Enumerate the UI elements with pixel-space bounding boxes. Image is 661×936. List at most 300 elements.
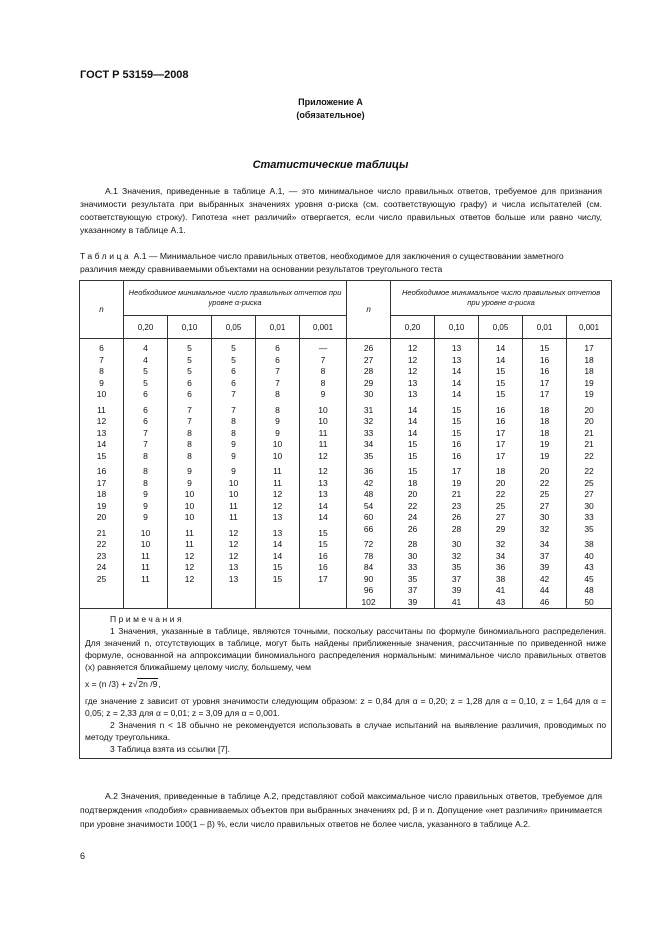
- right-cell: 16: [539, 366, 550, 376]
- alpha-header-left: 0,01: [256, 316, 300, 339]
- right-cell: 90: [363, 573, 374, 584]
- right-cell: 30: [451, 539, 462, 549]
- right-cell: 15: [451, 404, 462, 415]
- right-cell: 34: [363, 439, 374, 449]
- right-cell: 16: [495, 404, 506, 415]
- right-cell: 33: [407, 562, 418, 572]
- section-title: Статистические таблицы: [252, 159, 409, 171]
- left-cell: 7: [187, 404, 192, 415]
- right-cell: 14: [495, 354, 506, 365]
- note-3: 3 Таблица взята из ссылки [7].: [110, 744, 230, 754]
- left-cell: 10: [184, 512, 195, 522]
- appendix-status: (обязательное): [296, 110, 365, 120]
- right-cell: 17: [495, 427, 506, 438]
- left-cell: 10: [140, 527, 151, 538]
- table-caption-text: А.1 — Минимальное число правильных ответов, необходимое для заключения о существовании заметного различия между сравниваемыми объектами на основании результатов треугольного теста: [80, 251, 564, 274]
- left-cell: 9: [99, 377, 104, 388]
- right-cell: 32: [539, 523, 550, 534]
- left-column-3: [212, 339, 256, 609]
- right-cell: 12: [407, 354, 418, 365]
- left-cell: 5: [187, 354, 192, 365]
- left-cell: 6: [187, 389, 192, 399]
- right-cell: 22: [584, 450, 594, 461]
- right-cell: 39: [451, 585, 462, 595]
- table-caption: [80, 250, 602, 276]
- right-cell: 19: [539, 439, 550, 449]
- left-cell: 16: [318, 550, 328, 561]
- left-column-1: [124, 339, 168, 609]
- left-cell: 7: [320, 354, 326, 365]
- left-cell: 13: [96, 427, 107, 438]
- right-cell: 21: [584, 427, 594, 438]
- page-number: 6: [80, 851, 86, 861]
- left-cell: —: [318, 343, 328, 353]
- right-cell: 84: [363, 562, 374, 572]
- left-cell: 7: [231, 389, 236, 399]
- right-column-2: [435, 339, 479, 609]
- right-column-1: [391, 339, 435, 609]
- right-cell: 19: [451, 477, 462, 488]
- right-cell: 33: [584, 512, 594, 522]
- formula-radicand: 2n /9: [138, 679, 158, 689]
- right-cell: 41: [451, 596, 462, 607]
- left-cell: 15: [96, 450, 107, 461]
- n-header-left: n: [80, 281, 124, 339]
- left-cell: 7: [231, 404, 236, 415]
- right-cell: 14: [451, 389, 462, 399]
- left-cell: 7: [275, 377, 280, 388]
- left-cell: 8: [275, 404, 280, 415]
- left-cell: 14: [272, 550, 283, 561]
- table-caption-label: Таблица: [80, 251, 132, 261]
- left-cell: 11: [141, 573, 150, 584]
- right-cell: 43: [584, 562, 594, 572]
- left-cell: 17: [318, 573, 328, 584]
- formula: x = (n /3) + z√2n /9,: [85, 679, 161, 689]
- right-cell: 17: [495, 439, 506, 449]
- left-cell: 9: [320, 389, 326, 399]
- right-cell: 22: [584, 466, 594, 476]
- right-cell: 39: [407, 596, 418, 607]
- right-cell: 21: [451, 489, 462, 499]
- left-cell: 14: [318, 512, 328, 522]
- left-cell: 11: [273, 477, 282, 488]
- left-cell: 14: [318, 500, 328, 511]
- left-cell: 8: [143, 450, 148, 461]
- left-cell: 17: [96, 477, 107, 488]
- alpha-header-right: 0,01: [523, 316, 567, 339]
- left-cell: 9: [143, 512, 148, 522]
- left-cell: 22: [96, 539, 107, 549]
- left-cell: 20: [96, 512, 107, 522]
- right-cell: 25: [495, 500, 506, 511]
- right-cell: 18: [539, 427, 550, 438]
- alpha-header-left: 0,001: [300, 316, 347, 339]
- left-cell: 6: [275, 354, 280, 365]
- right-cell: 30: [407, 550, 418, 561]
- notes-heading: Примечания: [110, 614, 185, 624]
- right-cell: 33: [363, 427, 374, 438]
- right-cell: 14: [495, 343, 506, 353]
- formula-left: x = (n /3) + z: [85, 679, 133, 689]
- left-cell: 12: [228, 539, 239, 549]
- left-cell: 11: [141, 562, 150, 572]
- left-cell: 9: [231, 466, 236, 476]
- right-cell: 15: [495, 389, 506, 399]
- right-cell: 18: [584, 366, 594, 376]
- right-cell: 15: [539, 343, 550, 353]
- right-cell: 20: [407, 489, 418, 499]
- left-cell: 5: [187, 343, 192, 353]
- left-cell: 8: [320, 366, 326, 376]
- right-cell: 25: [539, 489, 550, 499]
- left-cell: 10: [96, 389, 107, 399]
- right-cell: 54: [363, 500, 374, 511]
- left-cell: 11: [229, 500, 238, 511]
- right-cell: 60: [363, 512, 374, 522]
- right-cell: 17: [451, 466, 462, 476]
- right-cell: 46: [539, 596, 550, 607]
- left-cell: 10: [140, 539, 151, 549]
- right-cell: 16: [451, 439, 462, 449]
- left-cell: 8: [99, 366, 104, 376]
- left-cell: 7: [99, 354, 104, 365]
- right-cell: 37: [539, 550, 550, 561]
- left-cell: 9: [231, 450, 236, 461]
- left-cell: 5: [143, 377, 148, 388]
- intro-paragraph: [80, 185, 602, 237]
- right-cell: 13: [451, 354, 462, 365]
- left-cell: 6: [143, 404, 148, 415]
- right-cell: 16: [451, 450, 462, 461]
- left-cell: 12: [184, 573, 195, 584]
- left-cell: 9: [143, 500, 148, 511]
- right-cell: 50: [584, 596, 594, 607]
- left-cell: 10: [318, 416, 328, 426]
- left-cell: 11: [97, 404, 106, 415]
- left-cell: 10: [184, 489, 195, 499]
- right-cell: 15: [495, 377, 506, 388]
- left-cell: 15: [272, 562, 283, 572]
- alpha-group-header-right: Необходимое минимальное число правильных отчетов при уровне α-риска: [391, 281, 612, 316]
- right-cell: 15: [451, 416, 462, 426]
- right-cell: 26: [407, 523, 418, 534]
- left-cell: 6: [99, 343, 104, 353]
- left-cell: 12: [184, 550, 195, 561]
- note-2: 2 Значения n < 18 обычно не рекомендуется использовать в случае испытаний на выявление различия, проводимых по методу треугольника.: [85, 720, 607, 742]
- right-cell: 18: [495, 466, 506, 476]
- right-cell: 19: [539, 450, 550, 461]
- alpha-header-left: 0,10: [168, 316, 212, 339]
- right-column-4: [523, 339, 567, 609]
- right-cell: 38: [584, 539, 594, 549]
- left-cell: 5: [231, 343, 236, 353]
- left-cell: 5: [143, 366, 148, 376]
- right-cell: 30: [584, 500, 594, 511]
- right-column-0: [347, 339, 391, 609]
- right-cell: 12: [407, 366, 418, 376]
- document-header: ГОСТ Р 53159—2008: [80, 69, 189, 81]
- left-cell: 10: [184, 500, 195, 511]
- paragraph-a2-text: А.2 Значения, приведенные в таблице А.2, представляют собой максимальное число правильных ответов, требуемое для подтверждения «подобия» сравниваемых объектов при выбранных значениях pd, β и n. Допущение «нет различия» принимается при уровне значимости 100(1 – β) %, если число правильных ответов не более числа, указанного в таблице А.2.: [80, 791, 602, 829]
- right-cell: 42: [363, 477, 374, 488]
- left-cell: 9: [275, 416, 280, 426]
- right-cell: 32: [363, 416, 374, 426]
- left-cell: 7: [143, 427, 148, 438]
- right-cell: 28: [451, 523, 462, 534]
- right-cell: 30: [539, 512, 550, 522]
- right-cell: 12: [407, 343, 418, 353]
- left-cell: 15: [318, 527, 328, 538]
- right-cell: 13: [451, 343, 462, 353]
- right-cell: 14: [407, 427, 418, 438]
- left-cell: 23: [96, 550, 107, 561]
- right-cell: 17: [584, 343, 594, 353]
- left-cell: 14: [96, 439, 107, 449]
- left-cell: 10: [272, 439, 283, 449]
- right-cell: 35: [584, 523, 594, 534]
- left-cell: 24: [96, 562, 107, 572]
- right-cell: 27: [363, 354, 374, 365]
- left-cell: 15: [272, 573, 283, 584]
- left-cell: 9: [143, 489, 148, 499]
- left-cell: 8: [187, 439, 192, 449]
- alpha-header-right: 0,001: [567, 316, 612, 339]
- right-cell: 37: [407, 585, 418, 595]
- right-cell: 26: [451, 512, 462, 522]
- note-1: 1 Значения, указанные в таблице, являются точными, поскольку рассчитаны по формуле биномиального распределения. Для значений n, отсутствующих в таблице, могут быть найдены приближенные значения, рассчитанные по приведенной ниже формуле, основанной на аппроксимации биномиального распределения нормальным: минимальное число правильных ответов (x) равняется ближайшему целому числу, большему, чем: [85, 626, 607, 672]
- right-cell: 48: [363, 489, 374, 499]
- right-cell: 15: [407, 439, 418, 449]
- left-cell: 8: [231, 427, 236, 438]
- right-cell: 16: [495, 416, 506, 426]
- left-cell: 10: [318, 404, 328, 415]
- left-cell: 11: [141, 550, 150, 561]
- alpha-header-right: 0,05: [479, 316, 523, 339]
- left-cell: 13: [228, 562, 239, 572]
- right-cell: 36: [495, 562, 506, 572]
- left-cell: 10: [272, 450, 283, 461]
- right-cell: 41: [495, 585, 506, 595]
- right-cell: 34: [495, 550, 506, 561]
- right-cell: 42: [539, 573, 550, 584]
- left-cell: 8: [275, 389, 280, 399]
- left-cell: 13: [318, 489, 328, 499]
- right-cell: 15: [495, 366, 506, 376]
- right-cell: 28: [407, 539, 418, 549]
- right-column-3: [479, 339, 523, 609]
- left-cell: 4: [143, 354, 148, 365]
- right-cell: 96: [363, 585, 374, 595]
- right-cell: 19: [584, 377, 594, 388]
- right-cell: 35: [451, 562, 462, 572]
- note-1-continuation: где значение z зависит от уровня значимости следующим образом: z = 0,84 для α = 0,20; z = 1,28 для α = 0,10, z = 1,64 для α = 0,05; z = 2,33 для α = 0,01; z = 3,09 для α = 0,001.: [85, 696, 607, 718]
- left-cell: 5: [231, 354, 236, 365]
- right-cell: 102: [361, 596, 376, 607]
- left-cell: 9: [275, 427, 280, 438]
- left-cell: 5: [187, 366, 192, 376]
- statistics-table: [79, 280, 612, 759]
- left-cell: 12: [96, 416, 107, 426]
- left-cell: 6: [231, 366, 236, 376]
- left-cell: 9: [231, 439, 236, 449]
- left-cell: 8: [320, 377, 326, 388]
- right-cell: 26: [363, 343, 374, 353]
- left-cell: 6: [143, 389, 148, 399]
- right-cell: 14: [407, 416, 418, 426]
- right-cell: 14: [407, 404, 418, 415]
- right-cell: 18: [539, 416, 550, 426]
- right-cell: 40: [584, 550, 594, 561]
- right-cell: 21: [584, 439, 594, 449]
- right-cell: 13: [407, 389, 418, 399]
- left-cell: 8: [231, 416, 236, 426]
- left-column-2: [168, 339, 212, 609]
- right-cell: 17: [495, 450, 506, 461]
- right-cell: 13: [407, 377, 418, 388]
- left-cell: 8: [187, 427, 192, 438]
- left-column-0: [80, 339, 124, 609]
- right-cell: 20: [495, 477, 506, 488]
- alpha-header-right: 0,10: [435, 316, 479, 339]
- right-cell: 27: [495, 512, 506, 522]
- right-cell: 20: [584, 416, 594, 426]
- left-cell: 10: [228, 477, 239, 488]
- right-cell: 18: [584, 354, 594, 365]
- right-cell: 78: [363, 550, 374, 561]
- right-cell: 48: [584, 585, 594, 595]
- right-cell: 25: [584, 477, 594, 488]
- left-cell: 12: [228, 550, 239, 561]
- right-cell: 30: [363, 389, 374, 399]
- right-cell: 15: [407, 450, 418, 461]
- right-cell: 22: [495, 489, 506, 499]
- left-cell: 12: [272, 489, 283, 499]
- right-cell: 29: [495, 523, 506, 534]
- right-cell: 35: [407, 573, 418, 584]
- left-cell: 12: [272, 500, 283, 511]
- right-cell: 35: [363, 450, 374, 461]
- right-cell: 20: [584, 404, 594, 415]
- left-cell: 6: [275, 343, 280, 353]
- right-cell: 18: [407, 477, 418, 488]
- right-cell: 24: [407, 512, 418, 522]
- right-cell: 17: [539, 389, 550, 399]
- formula-end: ,: [158, 679, 161, 689]
- right-cell: 34: [539, 539, 550, 549]
- left-cell: 12: [184, 562, 195, 572]
- table-data-row: [80, 339, 612, 609]
- left-cell: 6: [143, 416, 148, 426]
- n-header-right: n: [347, 281, 391, 339]
- left-cell: 7: [275, 366, 280, 376]
- right-cell: 22: [539, 477, 550, 488]
- right-cell: 29: [363, 377, 374, 388]
- left-column-4: [256, 339, 300, 609]
- left-cell: 8: [143, 466, 148, 476]
- right-cell: 14: [451, 377, 462, 388]
- left-cell: 18: [96, 489, 107, 499]
- left-cell: 9: [187, 466, 192, 476]
- left-cell: 15: [318, 539, 328, 549]
- alpha-group-header-left: Необходимое минимальное число правильных отчетов при уровне α-риска: [124, 281, 347, 316]
- right-cell: 22: [407, 500, 418, 511]
- right-cell: 15: [407, 466, 418, 476]
- left-cell: 21: [96, 527, 107, 538]
- intro-text: А.1 Значения, приведенные в таблице А.1, — это минимальное число правильных ответов, требуемое для признания значимости результата при выбранных значениях уровня α-риска (см. соответствующую графу) и числа испытателей (см. соответствующую строку). Гипотеза «нет различий» отвергается, если число правильных ответов больше или равно числу, указанному в таблице А.1.: [80, 186, 602, 235]
- left-cell: 11: [185, 527, 194, 538]
- left-cell: 11: [318, 439, 328, 449]
- left-cell: 12: [318, 466, 328, 476]
- right-cell: 18: [539, 404, 550, 415]
- alpha-header-left: 0,20: [124, 316, 168, 339]
- right-cell: 32: [495, 539, 506, 549]
- left-cell: 12: [228, 527, 239, 538]
- left-cell: 13: [272, 527, 283, 538]
- left-cell: 10: [228, 489, 239, 499]
- left-cell: 7: [187, 416, 192, 426]
- left-cell: 11: [185, 539, 194, 549]
- left-cell: 13: [318, 477, 328, 488]
- right-cell: 37: [451, 573, 462, 584]
- right-cell: 16: [539, 354, 550, 365]
- right-column-5: [567, 339, 612, 609]
- left-cell: 14: [272, 539, 283, 549]
- left-cell: 16: [318, 562, 328, 572]
- left-cell: 25: [96, 573, 107, 584]
- left-cell: 11: [318, 427, 328, 438]
- left-cell: 19: [96, 500, 107, 511]
- left-cell: 4: [143, 343, 148, 353]
- left-cell: 8: [143, 477, 148, 488]
- left-cell: 8: [187, 450, 192, 461]
- left-cell: 12: [318, 450, 328, 461]
- left-cell: 16: [96, 466, 107, 476]
- left-cell: 7: [143, 439, 148, 449]
- alpha-header-right: 0,20: [391, 316, 435, 339]
- left-cell: 13: [272, 512, 283, 522]
- right-cell: 31: [363, 404, 374, 415]
- appendix-title: Приложение А: [298, 97, 363, 107]
- right-cell: 44: [539, 585, 550, 595]
- left-cell: 11: [273, 466, 282, 476]
- right-cell: 45: [584, 573, 594, 584]
- right-cell: 72: [363, 539, 374, 549]
- right-cell: 15: [451, 427, 462, 438]
- left-cell: 6: [231, 377, 236, 388]
- left-column-5: [300, 339, 347, 609]
- left-cell: 9: [187, 477, 192, 488]
- right-cell: 19: [584, 389, 594, 399]
- right-cell: 36: [363, 466, 374, 476]
- right-cell: 43: [495, 596, 506, 607]
- right-cell: 14: [451, 366, 462, 376]
- alpha-header-left: 0,05: [212, 316, 256, 339]
- right-cell: 20: [539, 466, 550, 476]
- right-cell: 32: [451, 550, 462, 561]
- left-cell: 11: [229, 512, 238, 522]
- right-cell: 28: [363, 366, 374, 376]
- right-cell: 39: [539, 562, 550, 572]
- right-cell: 23: [451, 500, 462, 511]
- left-cell: 13: [228, 573, 239, 584]
- left-cell: 6: [187, 377, 192, 388]
- right-cell: 17: [539, 377, 550, 388]
- table-notes: [80, 609, 612, 759]
- right-cell: 66: [363, 523, 374, 534]
- right-cell: 27: [584, 489, 594, 499]
- right-cell: 27: [539, 500, 550, 511]
